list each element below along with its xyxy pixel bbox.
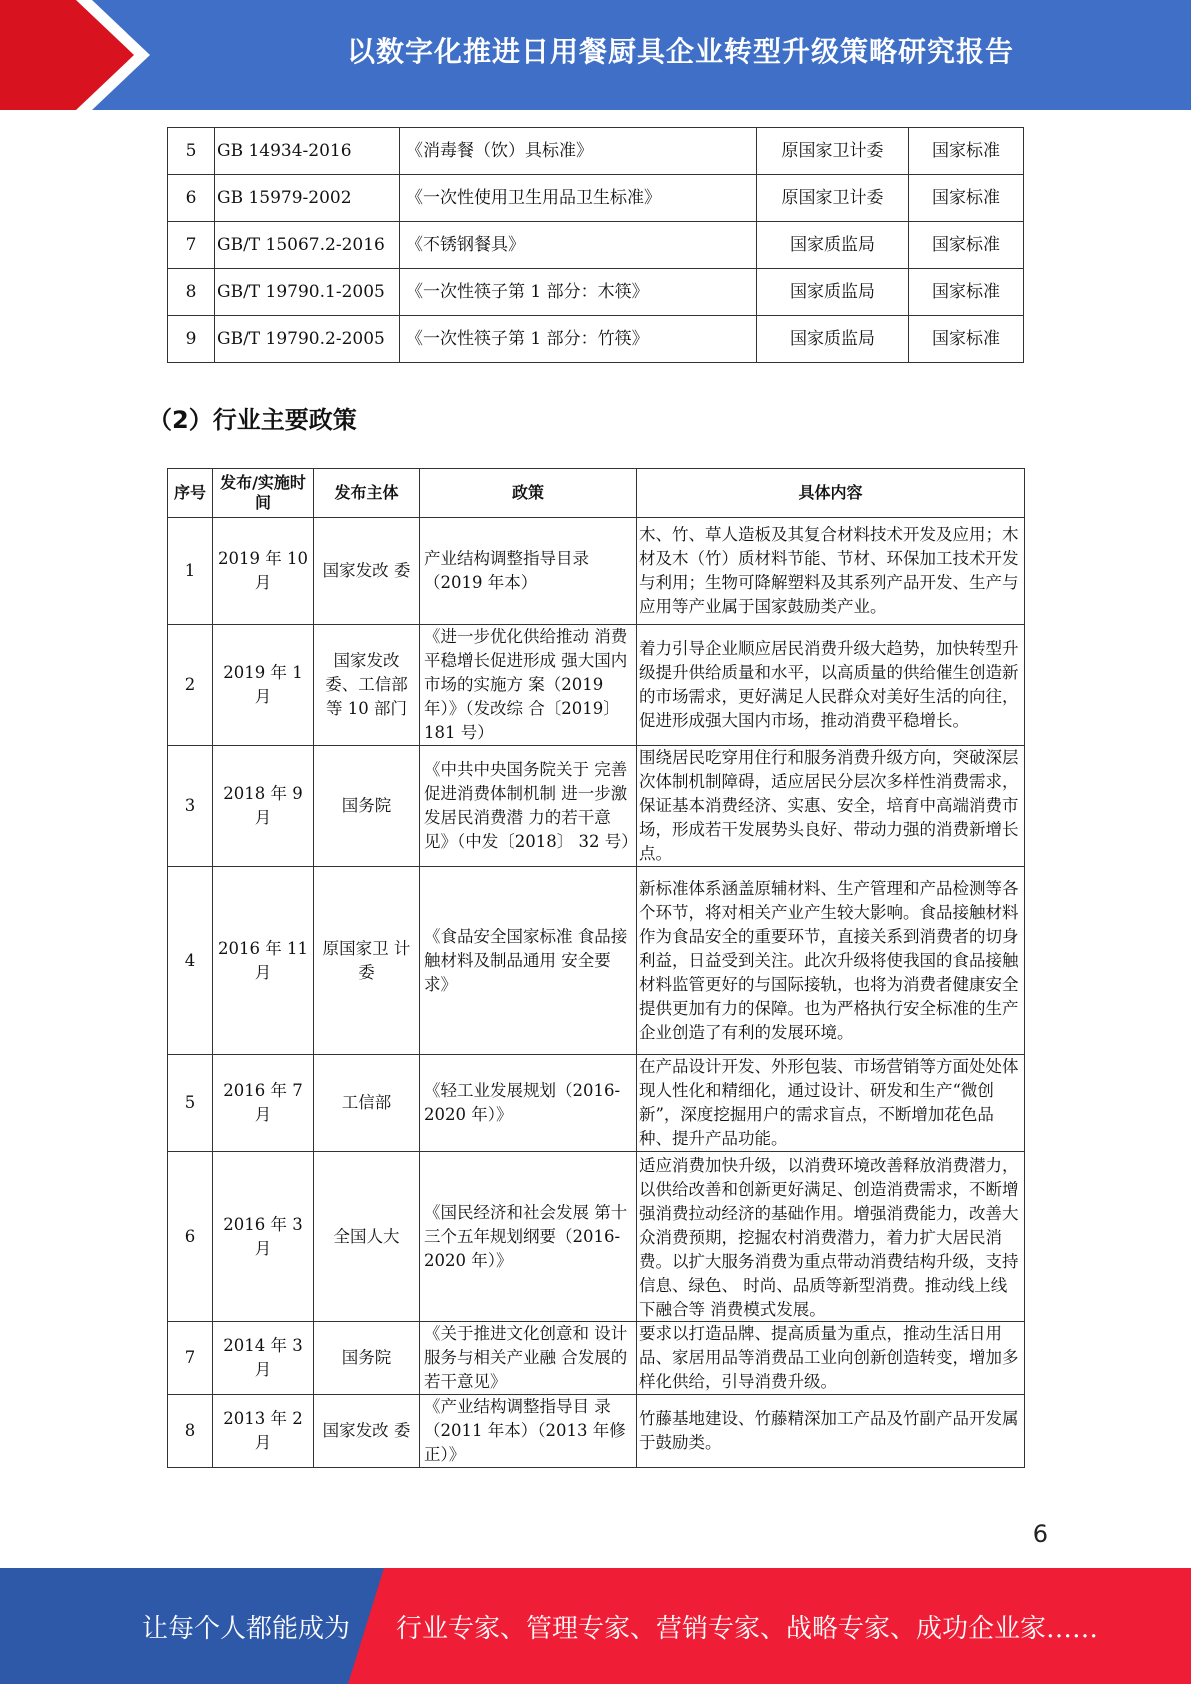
page-header (0, 0, 1191, 110)
table-row (168, 625, 1025, 746)
table-row (168, 746, 1025, 867)
table-row (168, 1055, 1025, 1152)
policy-name: 《国民经济和社会发展 第十三个五年规划纲要（2016-2020 年）》 (420, 1152, 637, 1322)
policy-date: 2016 年 3 月 (213, 1152, 314, 1322)
standard-code: GB/T 19790.2-2005 (215, 316, 400, 363)
row-number: 8 (168, 269, 215, 316)
policy-content: 木、竹、草人造板及其复合材料技术开发及应用；木材及木（竹）质材料节能、节材、环保加工技术开发与利用；生物可降解塑料及其系列产品开发、生产与应用等产业属于国家鼓励类产业。 (637, 518, 1025, 625)
standard-code: GB/T 19790.1-2005 (215, 269, 400, 316)
row-number: 8 (168, 1395, 213, 1468)
policy-date: 2018 年 9 月 (213, 746, 314, 867)
standard-code: GB 14934-2016 (215, 128, 400, 175)
standard-code: GB/T 15067.2-2016 (215, 222, 400, 269)
policy-content: 着力引导企业顺应居民消费升级大趋势，加快转型升级提升供给质量和水平，以高质量的供给催生创造新的市场需求，更好满足人民群众对美好生活的向往，促进形成强大国内市场，推动消费平稳增长。 (637, 625, 1025, 746)
row-number: 2 (168, 625, 213, 746)
table-row (168, 222, 1024, 269)
issuing-department: 国家质监局 (757, 269, 909, 316)
column-header-no: 序号 (168, 469, 213, 518)
policy-content: 在产品设计开发、外形包装、市场营销等方面处处体现人性化和精细化，通过设计、研发和生产“微创新”，深度挖掘用户的需求盲点，不断增加花色品种、提升产品功能。 (637, 1055, 1025, 1152)
standard-name: 《一次性筷子第 1 部分：竹筷》 (400, 316, 757, 363)
policy-publisher: 国家发改 委 (314, 1395, 420, 1468)
policy-date: 2019 年 1 月 (213, 625, 314, 746)
row-number: 5 (168, 128, 215, 175)
policy-name: 《进一步优化供给推动 消费平稳增长促进形成 强大国内市场的实施方 案（2019 年）》（发改综 合〔2019〕 181 号） (420, 625, 637, 746)
table-row (168, 1322, 1025, 1395)
policy-publisher: 国家发改 委 (314, 518, 420, 625)
policy-name: 《产业结构调整指导目 录（2011 年本）（2013 年修正）》 (420, 1395, 637, 1468)
standard-type: 国家标准 (909, 128, 1024, 175)
policy-name: 《中共中央国务院关于 完善促进消费体制机制 进一步激发居民消费潜 力的若干意见》（中发〔2018〕 32 号） (420, 746, 637, 867)
standard-name: 《消毒餐（饮）具标准》 (400, 128, 757, 175)
table-row (168, 269, 1024, 316)
page-number: 6 (1032, 1520, 1048, 1548)
issuing-department: 原国家卫计委 (757, 128, 909, 175)
row-number: 9 (168, 316, 215, 363)
header-arrow-icon (0, 0, 150, 110)
section-heading: （2）行业主要政策 (148, 406, 357, 434)
policy-content (637, 1152, 1025, 1322)
standard-name: 《一次性筷子第 1 部分：木筷》 (400, 269, 757, 316)
row-number: 7 (168, 1322, 213, 1395)
policy-content: 新标准体系涵盖原辅材料、生产管理和产品检测等各个环节，将对相关产业产生较大影响。食品接触材料作为食品安全的重要环节，直接关系到消费者的切身利益，日益受到关注。此次升级将使我国的食品接触材料监管更好的与国际接轨，也将为消费者健康安全提供更加有力的保障。也为严格执行安全标准的生产企业创造了有利的发展环境。 (637, 867, 1025, 1055)
column-header-policy: 政策 (420, 469, 637, 518)
standard-name: 《一次性使用卫生用品卫生标准》 (400, 175, 757, 222)
row-number: 4 (168, 867, 213, 1055)
column-header-date: 发布/实施时间 (213, 469, 314, 518)
standard-name: 《不锈钢餐具》 (400, 222, 757, 269)
policy-publisher: 国务院 (314, 746, 420, 867)
policy-publisher: 国家发改委、工信部等 10 部门 (314, 625, 420, 746)
policy-date: 2016 年 11 月 (213, 867, 314, 1055)
standard-type: 国家标准 (909, 222, 1024, 269)
column-header-publisher: 发布主体 (314, 469, 420, 518)
table-row (168, 867, 1025, 1055)
row-number: 6 (168, 175, 215, 222)
standard-code: GB 15979-2002 (215, 175, 400, 222)
policy-publisher: 全国人大 (314, 1152, 420, 1322)
standards-table (167, 127, 1024, 363)
issuing-department: 原国家卫计委 (757, 175, 909, 222)
standard-type: 国家标准 (909, 175, 1024, 222)
table-row (168, 1395, 1025, 1468)
report-title: 以数字化推进日用餐厨具企业转型升级策略研究报告 (346, 35, 1014, 68)
row-number: 7 (168, 222, 215, 269)
policy-name: 《食品安全国家标准 食品接触材料及制品通用 安全要求》 (420, 867, 637, 1055)
policy-content-text: 适应消费加快升级，以消费环境改善释放消费潜力，以供给改善和创新更好满足、创造消费需求，不断增强消费拉动经济的基础作用。增强消费能力，改善大众消费预期，挖掘农村消费潜力，着力扩大居民消费。以扩大服务消费为重点带动消费结构升级，支持信息、绿色、 时尚、品质等新型消费。推动线上线下融合等 消费模式发展。 (639, 1155, 1019, 1319)
footer-slogan-left: 让每个人都能成为 (142, 1613, 351, 1644)
footer-slogan-right: 行业专家、管理专家、营销专家、战略专家、成功企业家…… (396, 1613, 1099, 1644)
policy-date: 2019 年 10 月 (213, 518, 314, 625)
policy-content: 要求以打造品牌、提高质量为重点，推动生活日用品、家居用品等消费品工业向创新创造转变，增加多样化供给，引导消费升级。 (637, 1322, 1025, 1395)
policy-name: 产业结构调整指导目录（2019 年本） (420, 518, 637, 625)
policy-name: 《关于推进文化创意和 设计服务与相关产业融 合发展的若干意见》 (420, 1322, 637, 1395)
policy-content: 竹藤基地建设、竹藤精深加工产品及竹副产品开发属于鼓励类。 (637, 1395, 1025, 1468)
standard-type: 国家标准 (909, 269, 1024, 316)
standard-type: 国家标准 (909, 316, 1024, 363)
policy-date: 2013 年 2 月 (213, 1395, 314, 1468)
row-number: 5 (168, 1055, 213, 1152)
row-number: 6 (168, 1152, 213, 1322)
page-footer (0, 1568, 1191, 1684)
table-row (168, 518, 1025, 625)
policy-publisher: 原国家卫 计委 (314, 867, 420, 1055)
table-header-row (168, 469, 1025, 518)
row-number: 1 (168, 518, 213, 625)
policy-publisher: 工信部 (314, 1055, 420, 1152)
policy-publisher: 国务院 (314, 1322, 420, 1395)
table-row (168, 316, 1024, 363)
table-row (168, 128, 1024, 175)
table-row (168, 1152, 1025, 1322)
policy-date: 2016 年 7 月 (213, 1055, 314, 1152)
issuing-department: 国家质监局 (757, 316, 909, 363)
policy-name: 《轻工业发展规划（2016-2020 年）》 (420, 1055, 637, 1152)
policy-table (167, 468, 1025, 1468)
policy-content: 围绕居民吃穿用住行和服务消费升级方向，突破深层次体制机制障碍，适应居民分层次多样性消费需求，保证基本消费经济、实惠、安全，培育中高端消费市场，形成若干发展势头良好、带动力强的消费新增长点。 (637, 746, 1025, 867)
issuing-department: 国家质监局 (757, 222, 909, 269)
table-row (168, 175, 1024, 222)
policy-date: 2014 年 3 月 (213, 1322, 314, 1395)
column-header-content: 具体内容 (637, 469, 1025, 518)
row-number: 3 (168, 746, 213, 867)
